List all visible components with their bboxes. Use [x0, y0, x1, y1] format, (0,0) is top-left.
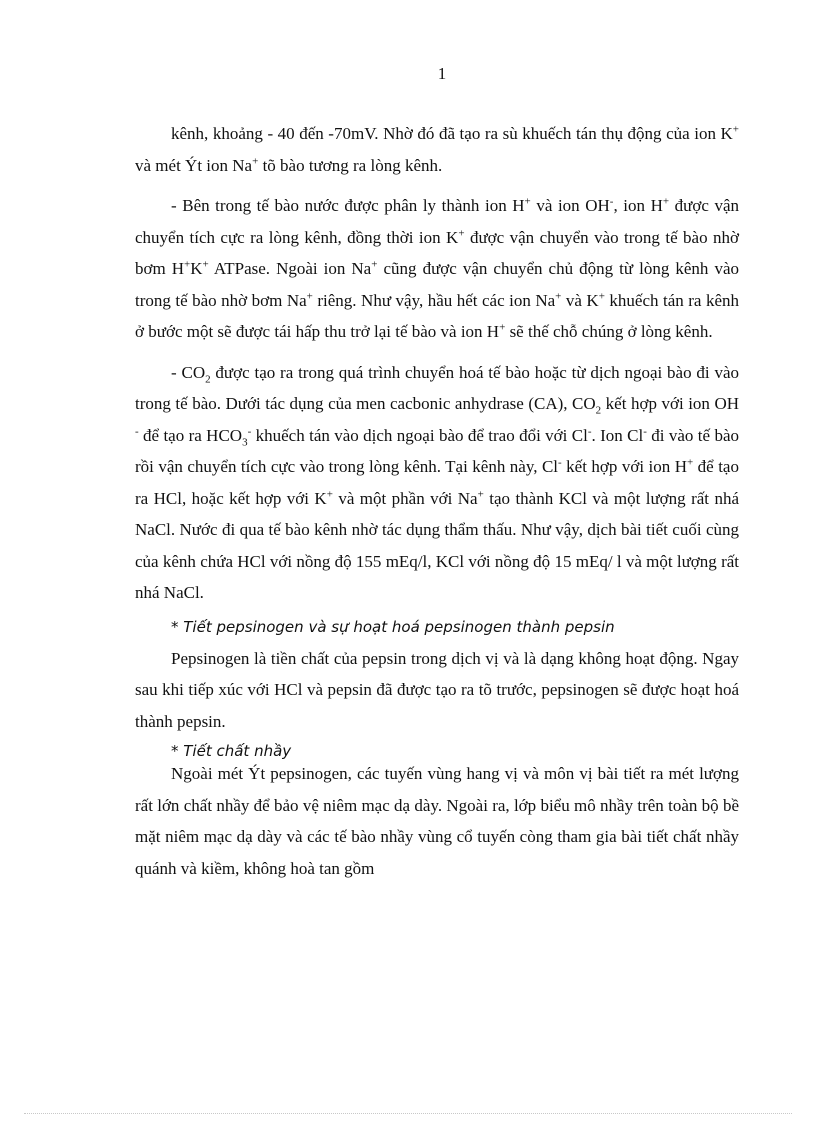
paragraph-pepsinogen: Pepsinogen là tiền chất của pepsin trong dịch vị và là dạng không hoạt động. Ngay sau khi tiếp xúc với HCl và pepsin đã được tạo ra tõ trước, pepsinogen sẽ được hoạt hoá thành pepsin.	[135, 648, 739, 731]
paragraph-channel-potential: kênh, khoảng - 40 đến -70mV. Nhờ đó đã tạo ra sù khuếch tán thụ động của ion K+ và mét Ýt ion Na+ tõ bào tương ra lòng kênh.	[135, 123, 739, 175]
section-heading-mucus: * Tiết chất nhầy	[171, 742, 292, 760]
page-bottom-divider	[24, 1113, 792, 1114]
paragraph-mucus: Ngoài mét Ýt pepsinogen, các tuyến vùng hang vị và môn vị bài tiết ra mét lượng rất lớn chất nhầy để bảo vệ niêm mạc dạ dày. Ngoài ra, lớp biểu mô nhầy trên toàn bộ bề mặt niêm mạc dạ dày và các tế bào nhầy vùng cổ tuyến còng tham gia bài tiết chất nhầy quánh và kiềm, không hoà tan gồm	[135, 764, 739, 878]
paragraph-h-ion-transport: - Bên trong tế bào nước được phân ly thành ion H+ và ion OH-, ion H+ được vận chuyển tích cực ra lòng kênh, đồng thời ion K+ được vận chuyển vào trong tế bào nhờ bơm H+K+ ATPase. Ngoài ion Na+ cũng được vận chuyển chủ động từ lòng kênh vào trong tế bào nhờ bơm Na+ riêng. Như vậy, hầu hết các ion Na+ và K+ khuếch tán ra kênh ở bước một sẽ được tái hấp thu trở lại tế bào và ion H+ sẽ thế chỗ chúng ở lòng kênh.	[135, 195, 740, 341]
page-number: 1	[437, 64, 447, 83]
paragraph-co2-bicarbonate: - $CO_2$ được tạo ra trong quá trình chuyển hoá tế bào hoặc từ dịch ngoại bào đi vào trong tế bào. Dưới tác dụng của men cacbonic anhydrase (CA), $CO_2$ kết hợp với ion OH - để tạo ra $HCO_3^-$ khuếch tán vào dịch ngoại bào để trao đổi với Cl-. Ion Cl- đi vào tế bào rồi vận chuyển tích cực vào trong lòng kênh. Tại kênh này, Cl- kết hợp với ion H+ để tạo ra HCl, hoặc kết hợp với K+ và một phần với Na+ tạo thành KCl và một lượng rất nhá NaCl. Nước đi qua tế bào kênh nhờ tác dụng thẩm thấu. Như vậy, dịch bài tiết cuối cùng của kênh chứa HCl với nồng độ 155 mEq/l, KCl với nồng độ 15 mEq/ l và một lượng rất nhá NaCl.	[135, 362, 739, 602]
document-body	[135, 118, 739, 893]
section-heading-pepsinogen: * Tiết pepsinogen và sự hoạt hoá pepsinogen thành pepsin	[171, 617, 615, 636]
